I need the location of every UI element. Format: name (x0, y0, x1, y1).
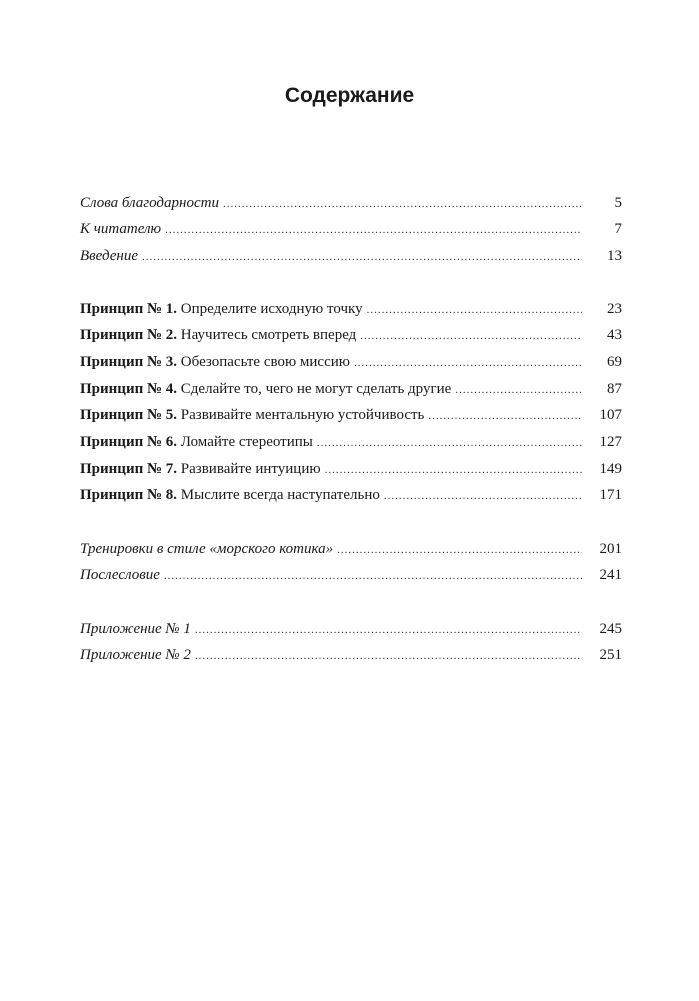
toc-entry-page: 127 (599, 434, 622, 450)
toc-entry-principle-4[interactable] (80, 378, 622, 400)
principle-title: Развивайте ментальную устойчивость (177, 407, 425, 423)
leader-dots (455, 379, 582, 401)
toc-entry-label (80, 351, 350, 373)
principle-number: Принцип № 7. (80, 461, 178, 477)
toc-entry-label (80, 404, 424, 426)
toc-entry-label (80, 484, 380, 506)
leader-dots (384, 485, 582, 507)
toc-entry-introduction[interactable] (80, 245, 622, 267)
toc-entry-label (80, 324, 356, 346)
toc-entry-page: 87 (607, 381, 622, 397)
toc-entry-label: Слова благодарности (80, 195, 219, 211)
toc-entry-page: 245 (599, 621, 622, 637)
toc-entry-appendix-1[interactable] (80, 618, 622, 640)
principle-number: Принцип № 3. (80, 354, 178, 370)
principle-number: Принцип № 4. (80, 381, 178, 397)
leader-dots (337, 539, 582, 561)
toc-entry-principle-6[interactable] (80, 431, 622, 453)
leader-dots (223, 193, 582, 215)
toc-entry-label: Введение (80, 248, 138, 264)
principle-number: Принцип № 5. (80, 407, 178, 423)
toc-entry-principle-7[interactable] (80, 458, 622, 480)
toc-entry-label: Приложение № 1 (80, 621, 191, 637)
principle-title: Научитесь смотреть вперед (177, 327, 357, 343)
toc-entry-principle-5[interactable] (80, 404, 622, 426)
leader-dots (164, 565, 582, 587)
toc-entry-principle-8[interactable] (80, 484, 622, 506)
toc-entry-page: 201 (599, 541, 622, 557)
principle-title: Сделайте то, чего не могут сделать другие (177, 381, 452, 397)
toc-entry-appendix-2[interactable] (80, 644, 622, 666)
principle-number: Принцип № 8. (80, 487, 178, 503)
toc-entry-afterword[interactable] (80, 564, 622, 586)
toc-entry-label (80, 431, 313, 453)
toc-entry-page: 43 (607, 327, 622, 343)
toc-entry-page: 171 (599, 487, 622, 503)
leader-dots (367, 299, 582, 321)
toc-entry-label (80, 298, 363, 320)
leader-dots (325, 459, 582, 481)
toc-entry-page: 149 (599, 461, 622, 477)
leader-dots (354, 352, 582, 374)
toc-entry-acknowledgements[interactable] (80, 192, 622, 214)
principle-title: Мыслите всегда наступательно (177, 487, 380, 503)
principle-number: Принцип № 6. (80, 434, 178, 450)
toc-entry-label: К читателю (80, 221, 162, 237)
toc-entry-page: 5 (614, 195, 622, 211)
toc-entry-to-reader[interactable] (80, 218, 622, 240)
page-title: Содержание (284, 84, 415, 107)
leader-dots (317, 432, 582, 454)
toc-entry-label: Тренировки в стиле «морского котика» (80, 541, 334, 557)
principle-number: Принцип № 2. (80, 327, 178, 343)
toc-entry-principle-1[interactable] (80, 298, 622, 320)
leader-dots (165, 219, 582, 241)
toc-entry-principle-2[interactable] (80, 324, 622, 346)
toc-entry-page: 23 (607, 301, 622, 317)
leader-dots (428, 405, 582, 427)
toc-entry-label: Приложение № 2 (80, 647, 191, 663)
toc-entry-label (80, 458, 321, 480)
toc-entry-seal-training[interactable] (80, 538, 622, 560)
leader-dots (195, 645, 582, 667)
principle-title: Обезопасьте свою миссию (177, 354, 350, 370)
toc-entry-label (80, 378, 451, 400)
toc-entry-page: 251 (599, 647, 622, 663)
toc-entry-page: 241 (599, 567, 622, 583)
toc-entry-page: 13 (607, 248, 622, 264)
principle-title: Определите исходную точку (177, 301, 363, 317)
principle-number: Принцип № 1. (80, 301, 178, 317)
principle-title: Ломайте стереотипы (177, 434, 313, 450)
leader-dots (142, 246, 582, 268)
toc-entry-page: 69 (607, 354, 622, 370)
leader-dots (195, 619, 582, 641)
toc-entry-page: 7 (614, 221, 622, 237)
leader-dots (360, 325, 582, 347)
toc-entry-label: Послесловие (80, 567, 160, 583)
toc-entry-page: 107 (599, 407, 622, 423)
principle-title: Развивайте интуицию (177, 461, 321, 477)
toc-entry-principle-3[interactable] (80, 351, 622, 373)
